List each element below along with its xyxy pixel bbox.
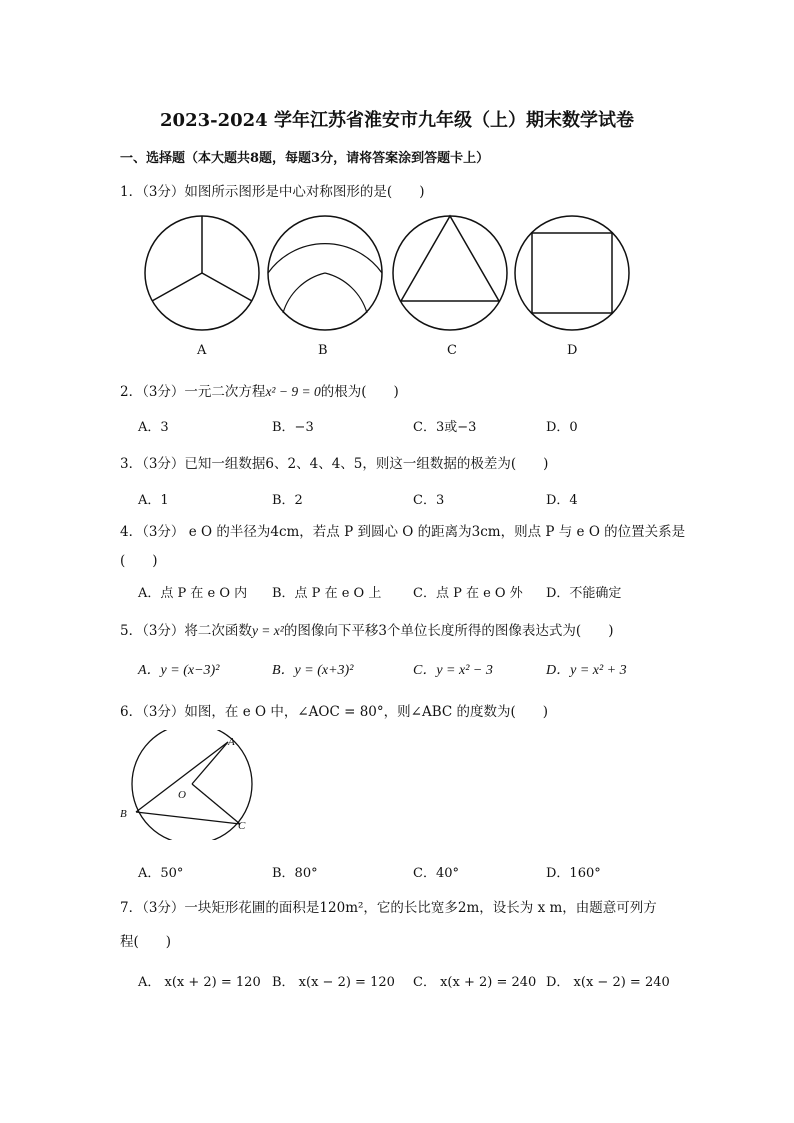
q7-option-d: D． x(x − 2) = 240 (546, 975, 670, 990)
q3-option-a: A．1 (138, 493, 169, 508)
q2-option-c: C．3或−3 (413, 420, 477, 435)
q1-label-d: D (567, 343, 578, 358)
q6-option-b: B．80° (272, 866, 318, 881)
q1-label-c: C (447, 343, 457, 358)
question-2 (120, 380, 399, 400)
question-4-line2: ( ) (120, 553, 158, 569)
q5-equation: y = x² (251, 623, 284, 638)
q5-option-a: A．y = (x−3)² (138, 663, 220, 678)
q2-option-a: A．3 (138, 420, 169, 435)
q4-option-c: C．点 P 在 e O 外 (413, 586, 523, 601)
section-heading: 一、选择题（本大题共8题，每题3分，请将答案涂到答题卡上） (120, 151, 490, 166)
q4-option-b: B．点 P 在 e O 上 (272, 586, 382, 601)
q5-option-c: C．y = x² − 3 (413, 663, 493, 678)
q2-prefix: 2．（3分）一元二次方程 (120, 384, 266, 400)
q6-point-o: O (178, 789, 186, 801)
q2-option-d: D．0 (546, 420, 578, 435)
q6-option-d: D．160° (546, 866, 601, 881)
q1-label-b: B (318, 343, 328, 358)
q2-suffix: 的根为( ) (320, 384, 399, 400)
q4-option-d: D．不能确定 (546, 586, 622, 601)
q1-figure-b (263, 214, 389, 334)
q1-figure-c (388, 214, 514, 334)
q7-option-b: B． x(x − 2) = 120 (272, 975, 395, 990)
question-1: 1．（3分）如图所示图形是中心对称图形的是( ) (120, 184, 425, 200)
q1-label-a: A (197, 343, 207, 358)
q6-point-a: A (228, 736, 235, 748)
q5-option-b: B．y = (x+3)² (272, 663, 354, 678)
q6-option-c: C．40° (413, 866, 459, 881)
q3-option-c: C．3 (413, 493, 445, 508)
q1-figure-a (140, 214, 266, 334)
question-4-line1: 4．（3分） e O 的半径为4cm，若点 P 到圆心 O 的距离为3cm，则点 P 与 e O 的位置关系是 (120, 524, 686, 540)
q5-option-d: D．y = x² + 3 (546, 663, 627, 678)
q6-point-b: B (120, 808, 127, 820)
q7-option-a: A． x(x + 2) = 120 (138, 975, 261, 990)
question-7-line2: 程( ) (120, 934, 172, 950)
q5-prefix: 5．（3分）将二次函数 (120, 623, 252, 639)
q7-option-c: C． x(x + 2) = 240 (413, 975, 537, 990)
question-7-line1: 7．（3分）一块矩形花圃的面积是120m²，它的长比宽多2m，设长为 x m，由题意可列方 (120, 900, 657, 916)
q5-suffix: 的图像向下平移3个单位长度所得的图像表达式为( ) (283, 623, 614, 639)
q1-figure-d (510, 214, 636, 334)
question-3: 3．（3分）已知一组数据6、2、4、4、5，则这一组数据的极差为( ) (120, 456, 549, 472)
q6-circle-diagram (116, 730, 256, 840)
q4-option-a: A．点 P 在 e O 内 (138, 586, 248, 601)
q2-option-b: B．−3 (272, 420, 314, 435)
question-6: 6．（3分）如图，在 e O 中，∠AOC = 80°，则∠ABC 的度数为( ) (120, 704, 549, 720)
q6-option-a: A．50° (138, 866, 184, 881)
q3-option-d: D．4 (546, 493, 578, 508)
question-5 (120, 619, 613, 639)
q3-option-b: B．2 (272, 493, 303, 508)
q2-equation: x² − 9 = 0 (265, 384, 321, 399)
page-title: 2023-2024 学年江苏省淮安市九年级（上）期末数学试卷 (160, 110, 634, 131)
q6-point-c: C (238, 820, 246, 832)
